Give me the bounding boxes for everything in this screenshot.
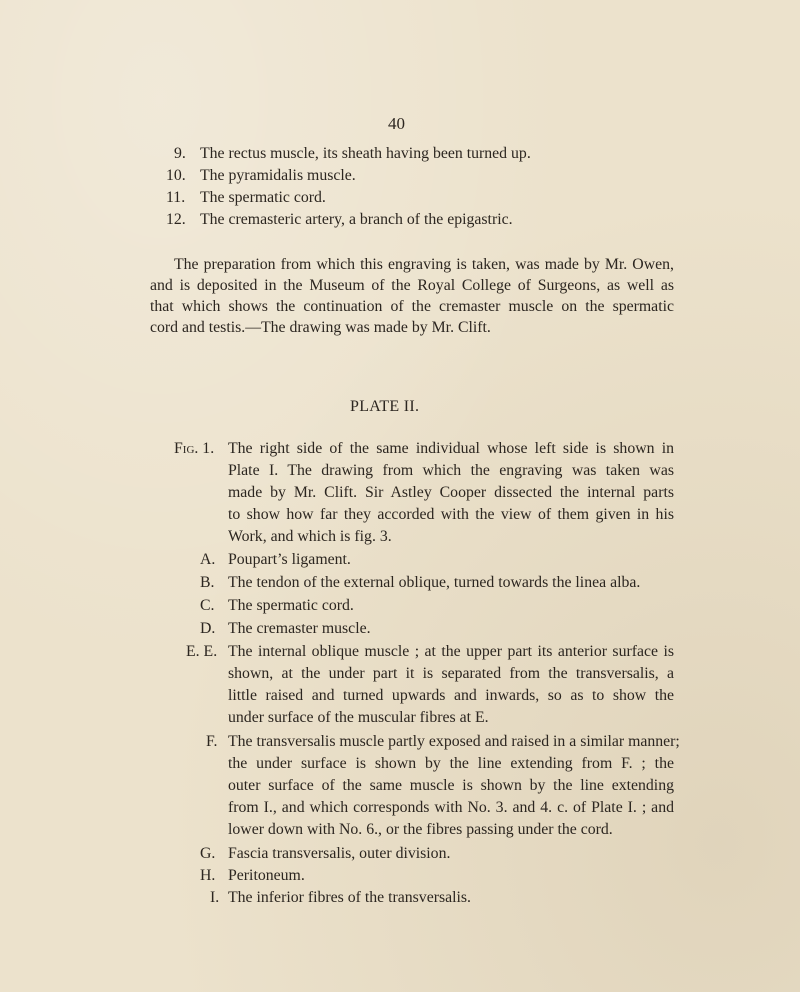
item-text: The inferior fibres of the transversalis. — [228, 889, 472, 906]
item-label: D. — [200, 620, 216, 637]
list-item-text: The rectus muscle, its sheath having been turned up. — [200, 145, 531, 162]
figure-label: Fig. 1. — [174, 440, 215, 457]
item-text: The tendon of the external oblique, turned towards the linea alba. — [228, 574, 641, 591]
plate-heading: PLATE II. — [350, 398, 420, 415]
list-item-number: 11. — [166, 189, 186, 206]
item-label: E. E. — [186, 643, 218, 660]
item-text: Fascia transversalis, outer division. — [228, 845, 451, 862]
list-item-number: 10. — [166, 167, 186, 184]
item-text: Peritoneum. — [228, 867, 305, 884]
figure-description-line: Work, and which is fig. 3. — [228, 528, 392, 545]
list-item-text: The spermatic cord. — [200, 189, 326, 206]
item-text: The transversalis muscle partly exposed and raised in a similar manner; — [228, 733, 680, 750]
figure-description-line: to show how far they accorded with the view of them given in his — [228, 506, 674, 523]
item-text: The cremaster muscle. — [228, 620, 371, 637]
item-text: under surface of the muscular fibres at E. — [228, 709, 489, 726]
list-item-text: The pyramidalis muscle. — [200, 167, 356, 184]
paragraph-line: cord and testis.—The drawing was made by Mr. Clift. — [150, 319, 491, 336]
figure-description-line: Plate I. The drawing from which the engraving was taken was — [228, 462, 674, 479]
item-label: B. — [200, 574, 215, 591]
item-text: lower down with No. 6., or the fibres passing under the cord. — [228, 821, 613, 838]
page-number: 40 — [388, 114, 405, 133]
item-label: I. — [210, 889, 220, 906]
item-label: F. — [206, 733, 218, 750]
figure-description-line: made by Mr. Clift. Sir Astley Cooper dissected the internal parts — [228, 484, 674, 501]
item-text: outer surface of the same muscle is shown by the line extending — [228, 777, 674, 794]
item-text: The internal oblique muscle ; at the upper part its anterior surface is — [228, 643, 674, 660]
paragraph-line: that which shows the continuation of the cremaster muscle on the spermatic — [150, 298, 674, 315]
item-text: the under surface is shown by the line extending from F. ; the — [228, 755, 674, 772]
item-label: C. — [200, 597, 215, 614]
list-item-number: 9. — [174, 145, 186, 162]
item-label: H. — [200, 867, 216, 884]
item-text: Poupart’s ligament. — [228, 551, 351, 568]
item-text: little raised and turned upwards and inwards, so as to show the — [228, 687, 674, 704]
figure-description-line: The right side of the same individual whose left side is shown in — [228, 440, 674, 457]
item-text: shown, at the under part it is separated from the transversalis, a — [228, 665, 674, 682]
list-item-number: 12. — [166, 211, 186, 228]
item-text: from I., and which corresponds with No. 3. and 4. c. of Plate I. ; and — [228, 799, 674, 816]
item-label: A. — [200, 551, 216, 568]
list-item-text: The cremasteric artery, a branch of the epigastric. — [200, 211, 513, 228]
item-text: The spermatic cord. — [228, 597, 354, 614]
paragraph-line: The preparation from which this engraving is taken, was made by Mr. Owen, — [174, 256, 674, 273]
paragraph-line: and is deposited in the Museum of the Royal College of Surgeons, as well as — [150, 277, 674, 294]
item-label: G. — [200, 845, 216, 862]
